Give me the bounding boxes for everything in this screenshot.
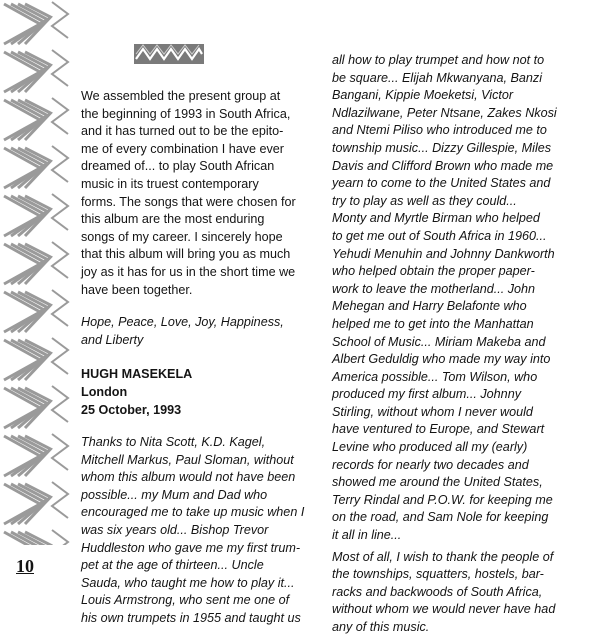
border-zigzag xyxy=(52,386,68,422)
border-zigzag xyxy=(52,98,68,134)
border-zigzag xyxy=(52,434,68,470)
border-zigzag xyxy=(52,242,68,278)
border-zigzag xyxy=(52,530,68,545)
intro-paragraph: We assembled the present group at the beginning of 1993 in South Africa, and it has turned out to be the epito- me of every combination I have ever dreamed of... to play South African music in its truest contemporary forms. The songs that were chosen for this album are the most enduring songs of my career. I sincerely hope that this album will bring you as much joy as it has for us in the short time we have been together. xyxy=(81,89,296,297)
closing-paragraph: Most of all, I wish to thank the people of the townships, squatters, hostels, bar- racks and backwoods of South Africa, without whom we would never have had any of this music. xyxy=(332,549,556,634)
border-zigzag xyxy=(52,482,68,518)
border-zigzag xyxy=(52,50,68,86)
wishes-line: Hope, Peace, Love, Joy, Happiness, and Liberty xyxy=(81,315,284,347)
border-zigzag xyxy=(52,2,68,38)
border-zigzag xyxy=(52,338,68,374)
page-number: 10 xyxy=(16,556,34,576)
left-text-column xyxy=(81,88,313,628)
border-zigzag xyxy=(52,146,68,182)
border-zigzag xyxy=(52,194,68,230)
zigzag-header-motif xyxy=(134,44,204,64)
tribal-border-pattern xyxy=(0,0,80,545)
thanks-continued-paragraph: all how to play trumpet and how not to be square... Elijah Mkwanyana, Banzi Bangani, Kippie Moeketsi, Victor Ndlazilwane, Peter Ntsane, Zakes Nkosi and Ntemi Piliso who introduced me to township music... Dizzy Gillespie, Miles Davis and Clifford Brown who made me yearn to come to the United States and try to play as well as they could... Monty and Myrtle Birman who helped to get me out of South Africa in 1960... Yehudi Menuhin and Johnny Dankworth who helped obtain the proper paper- work to leave the motherland... John Mehegan and Harry Belafonte who helped me to get into the Manhattan School of Music... Miriam Makeba and Albert Geduldig who made my way into America possible... Tom Wilson, who produced my first album... Johnny Stirling, without whom I never would have ventured to Europe, and Stewart Levine who produced all my (early) records for nearly two decades and showed me around the United States, Terry Rindal and P.O.W. for keeping me on the road, and Sam Nole for keeping it all in line... xyxy=(332,53,557,543)
signature-block: HUGH MASEKELA London 25 October, 1993 xyxy=(81,367,193,417)
thanks-paragraph: Thanks to Nita Scott, K.D. Kagel, Mitchell Markus, Paul Sloman, without whom this album would not have been possible... my Mum and Dad who encouraged me to take up music when I was six years old... Bishop Trevor Huddleston who gave me my first trum- pet at the age of thirteen... Uncle Sauda, who taught me how to play it... Louis Armstrong, who sent me one of his own trumpets in 1955 and taught us xyxy=(81,435,305,626)
right-text-column xyxy=(332,52,572,637)
border-zigzag xyxy=(52,290,68,326)
